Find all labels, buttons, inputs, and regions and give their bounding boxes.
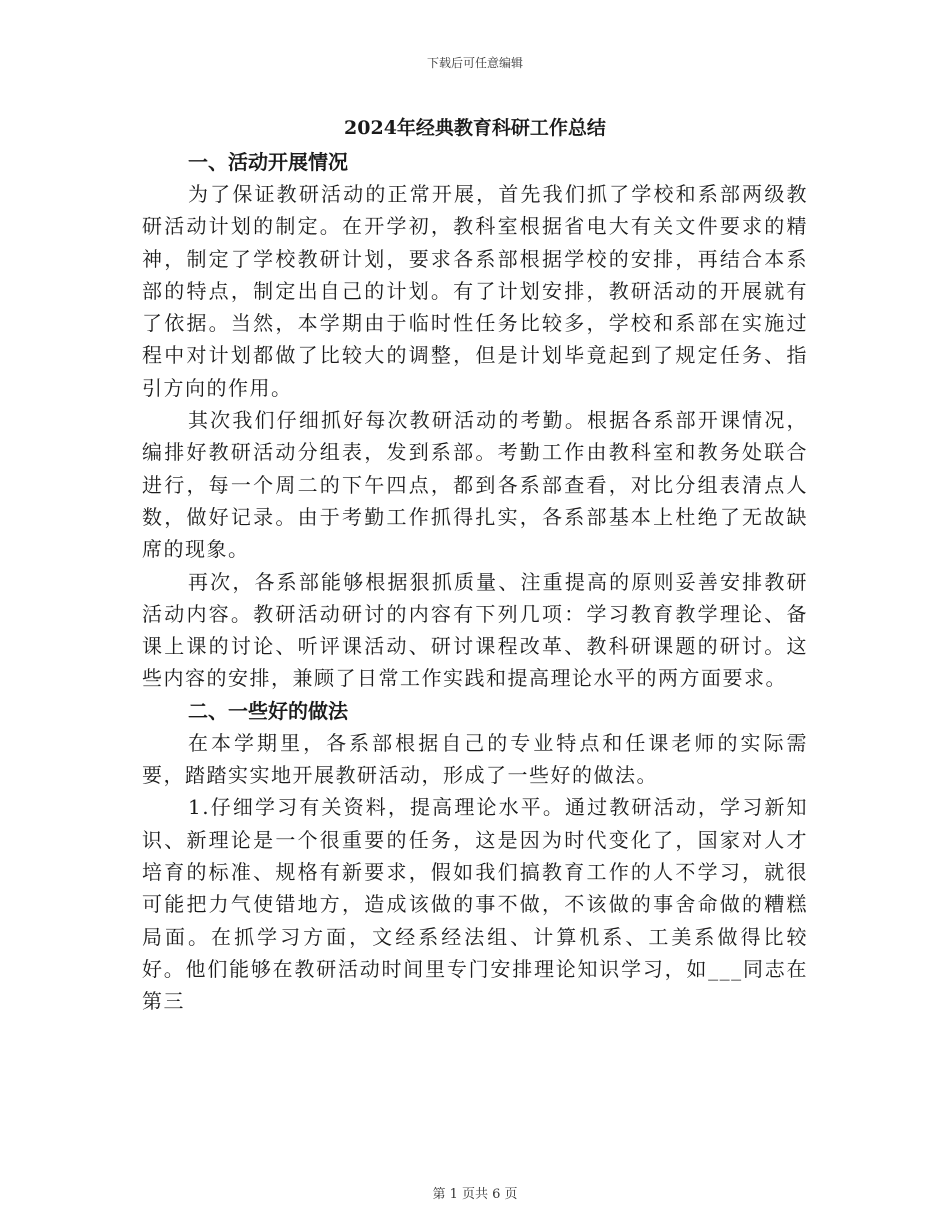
page-footer: 第 1 页共 6 页 <box>432 1187 518 1202</box>
paragraph: 为了保证教研活动的正常开展，首先我们抓了学校和系部两级教研活动计划的制定。在开学初，教科室根据省电大有关文件要求的精神，制定了学校教研计划，要求各系部根据学校的安排，再结合本系部的特点，制定出自己的计划。有了计划安排，教研活动的开展就有了依据。当然，本学期由于临时性任务比较多，学校和系部在实施过程中对计划都做了比较大的调整，但是计划毕竟起到了规定任务、指引方向的作用。 <box>142 182 808 400</box>
page-header: 下载后可任意编辑 <box>426 56 523 70</box>
paragraph: 在本学期里，各系部根据自己的专业特点和任课老师的实际需要，踏踏实实地开展教研活动，形成了一些好的做法。 <box>142 730 808 788</box>
paragraph: 1.仔细学习有关资料，提高理论水平。通过教研活动，学习新知识、新理论是一个很重要的任务，这是因为时代变化了，国家对人才培育的标准、规格有新要求，假如我们搞教育工作的人不学习，就很可能把力气使错地方，造成该做的事不做，不该做的事舍命做的糟糕局面。在抓学习方面，文经系经法组、计算机系、工美系做得比较好。他们能够在教研活动时间里专门安排理论知识学习，如___同志在第三 <box>142 795 808 1014</box>
document-body <box>142 112 808 1017</box>
section-heading-1: 一、活动开展情况 <box>188 150 348 174</box>
paragraph: 再次，各系部能够根据狠抓质量、注重提高的原则妥善安排教研活动内容。教研活动研讨的内容有下列几项：学习教育教学理论、备课上课的讨论、听评课活动、研讨课程改革、教科研课题的研讨。这些内容的安排，兼顾了日常工作实践和提高理论水平的两方面要求。 <box>142 569 808 691</box>
paragraph: 其次我们仔细抓好每次教研活动的考勤。根据各系部开课情况，编排好教研活动分组表，发到系部。考勤工作由教科室和教务处联合进行，每一个周二的下午四点，都到各系部查看，对比分组表清点人数，做好记录。由于考勤工作抓得扎实，各系部基本上杜绝了无故缺席的现象。 <box>142 408 808 562</box>
document-title: 2024年经典教育科研工作总结 <box>344 117 606 139</box>
section-heading-2: 二、一些好的做法 <box>188 698 348 723</box>
